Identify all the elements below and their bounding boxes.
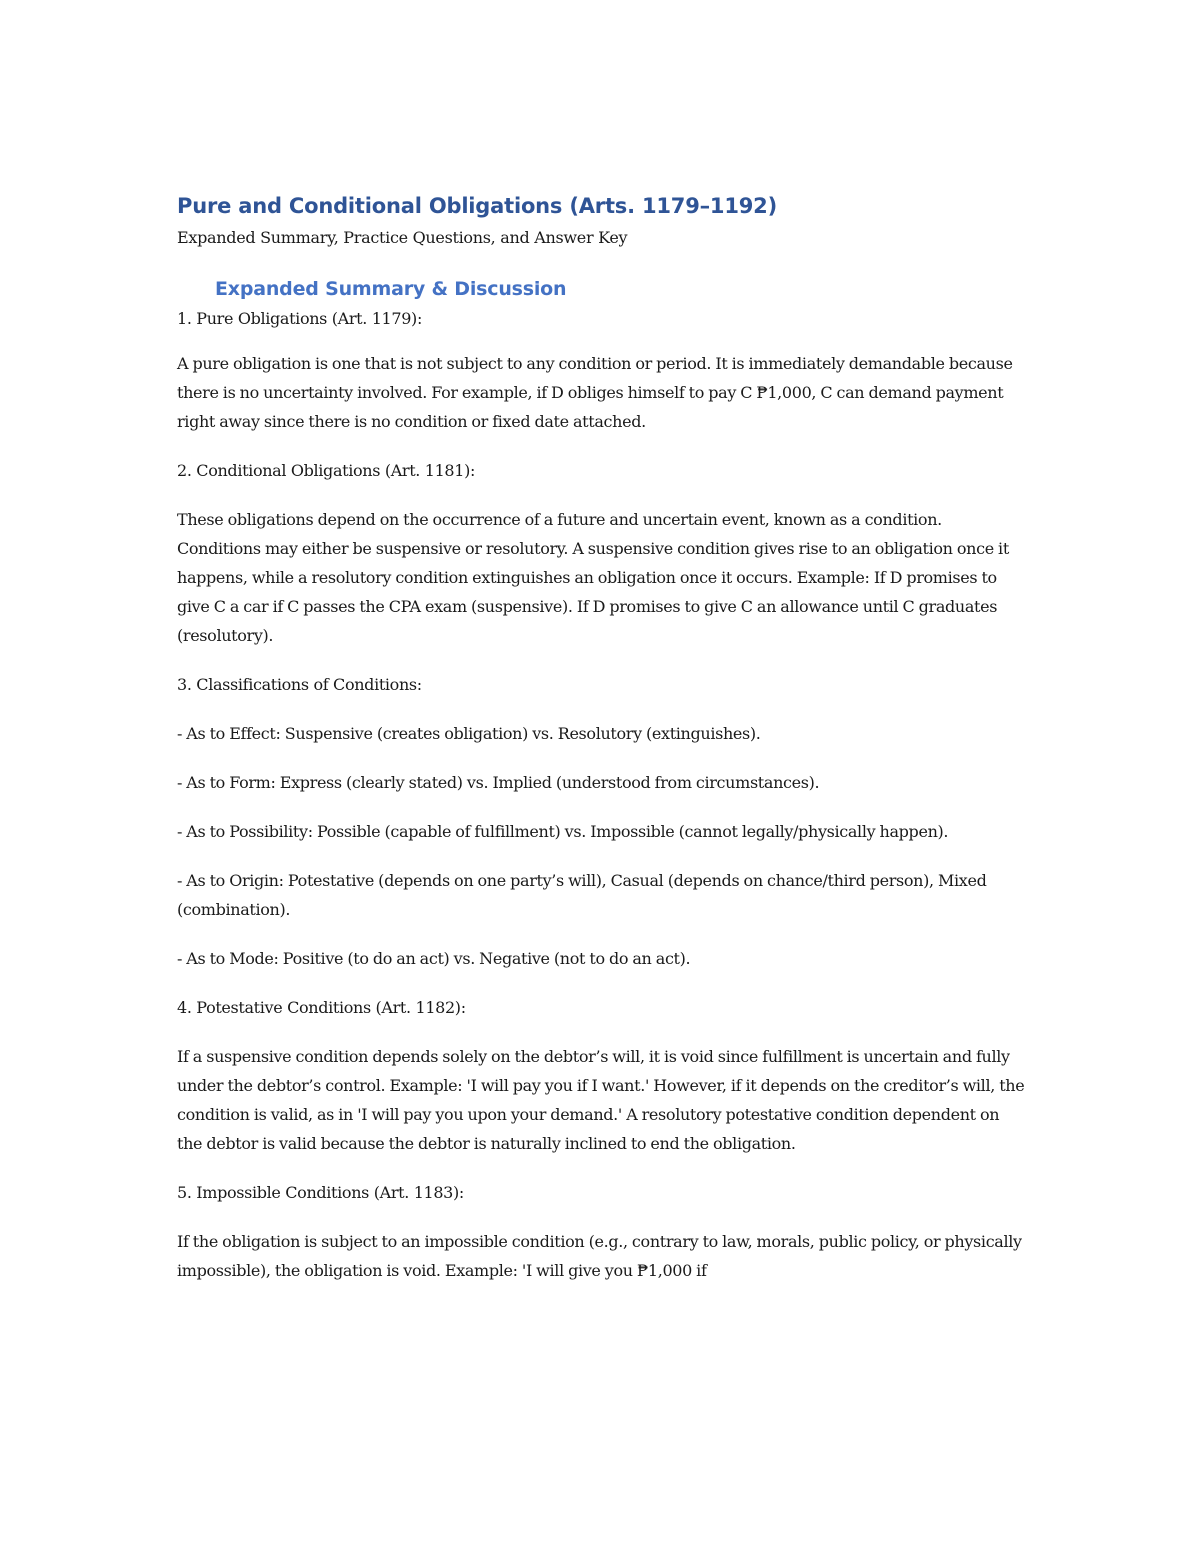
paragraph-pure-obligations: A pure obligation is one that is not subject to any condition or period. It is immediately demandable because there is no uncertainty involved. For example, if D obliges himself to pay C ₱1,000, C can demand payment right away since there is no condition or fixed date attached. [177,354,1013,431]
bullet-mode: - As to Mode: Positive (to do an act) vs. Negative (not to do an act). [177,949,691,968]
document-title: Pure and Conditional Obligations (Arts. 1179–1192) [177,194,777,218]
paragraph-potestative: If a suspensive condition depends solely on the debtor’s will, it is void since fulfillment is uncertain and fully under the debtor’s control. Example: 'I will pay you if I want.' However, if it depends on the creditor’s will, the condition is valid, as in 'I will pay you upon your demand.' A resolutory potestative condition dependent on the debtor is valid because the debtor is naturally inclined to end the obligation. [177,1047,1025,1153]
item-heading-impossible: 5. Impossible Conditions (Art. 1183): [177,1183,464,1202]
item-heading-conditional-obligations: 2. Conditional Obligations (Art. 1181): [177,461,476,480]
bullet-possibility: - As to Possibility: Possible (capable of fulfillment) vs. Impossible (cannot legally/physically happen). [177,822,949,841]
section-heading: Expanded Summary & Discussion [215,278,567,300]
item-heading-potestative: 4. Potestative Conditions (Art. 1182): [177,998,466,1017]
document-content [177,190,1027,1305]
paragraph-conditional-obligations: These obligations depend on the occurrence of a future and uncertain event, known as a condition. Conditions may either be suspensive or resolutory. A suspensive condition gives rise to an obligation once it happens, while a resolutory condition extinguishes an obligation once it occurs. Example: If D promises to give C a car if C passes the CPA exam (suspensive). If D promises to give C an allowance until C graduates (resolutory). [177,510,1009,645]
item-heading-pure-obligations: 1. Pure Obligations (Art. 1179): [177,309,422,328]
item-heading-classifications: 3. Classifications of Conditions: [177,675,422,694]
bullet-effect: - As to Effect: Suspensive (creates obligation) vs. Resolutory (extinguishes). [177,724,761,743]
document-subtitle: Expanded Summary, Practice Questions, and Answer Key [177,228,628,247]
bullet-origin: - As to Origin: Potestative (depends on one party’s will), Casual (depends on chance/third person), Mixed (combination). [177,871,987,919]
bullet-form: - As to Form: Express (clearly stated) vs. Implied (understood from circumstances). [177,773,820,792]
paragraph-impossible: If the obligation is subject to an impossible condition (e.g., contrary to law, morals, public policy, or physically impossible), the obligation is void. Example: 'I will give you ₱1,000 if [177,1232,1022,1280]
